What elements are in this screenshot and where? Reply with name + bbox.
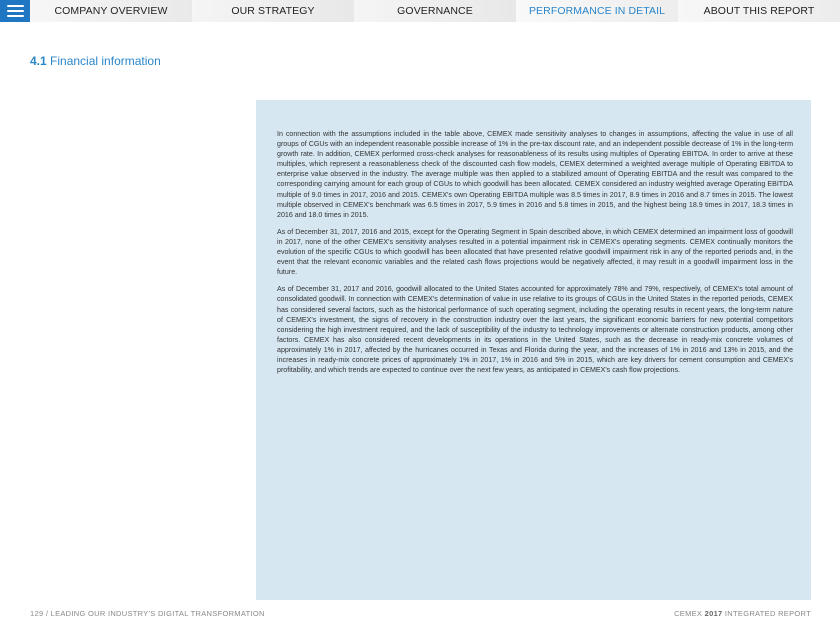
paragraph-united-states-goodwill: As of December 31, 2017 and 2016, goodwill allocated to the United States accounted for approximately 78% and 79%, respectively, of CEMEX's total amount of consolidated goodwill. In connection with CEMEX's determination of value in use relative to its groups of CGUs in the United States in the reported periods, CEMEX has considered several factors, such as the historical performance of such operating segment, including the operating results in recent years, the long-term nature of CEMEX's investment, the signs of recovery in the construction industry over the last years, the significant economic barriers for new potential competitors considering the high investment required, and the lack of susceptibility of the industry to technology improvements or alternate construction products, among other factors. CEMEX has also considered recent developments in its operations in the United States, such as the decrease in ready-mix concrete volumes of approximately 1% in 2017, affected by the hurricanes occurred in Texas and Florida during the year, and the increases of 1% in 2016 and 13% in 2015, and the increases in ready-mix concrete prices of approximately 1% in 2017, 1% in 2016 and 5% in 2015, which are key drivers for cement consumption and CEMEX's profitability, and which trends are expected to continue over the next few years, as anticipated in CEMEX's cash flow projections. (277, 285, 793, 375)
report-year: 2017 (704, 609, 723, 618)
paragraph-sensitivity-analysis: In connection with the assumptions included in the table above, CEMEX made sensitivity analyses to changes in assumptions, affecting the value in use of all groups of CGUs with an independent reasonable possible increase of 1% in the pre-tax discount rate, and an independent possible decrease of 1% in the long-term growth rate. In addition, CEMEX performed cross-check analyses for reasonableness of its results using multiples of Operating EBITDA. In order to arrive at these multiples, which represent a reasonableness check of the discounted cash flow models, CEMEX determined a weighted average multiple of Operating EBITDA to enterprise value observed in the industry. The average multiple was then applied to a stabilized amount of Operating EBITDA and the result was compared to the corresponding carrying amount for each group of CGUs to which goodwill has been allocated. CEMEX considered an industry weighted average Operating EBITDA multiple of 9.0 times in 2017, 2016 and 2015. CEMEX's own Operating EBITDA multiple was 8.5 times in 2017, 8.9 times in 2016 and 8.7 times in 2015. The lowest multiple observed in CEMEX's benchmark was 6.5 times in 2017, 5.9 times in 2016 and 5.8 times in 2015, and the highest being 18.9 times in 2017, 18.3 times in 2016 and 18.0 times in 2015. (277, 130, 793, 219)
tab-performance-in-detail[interactable]: PERFORMANCE IN DETAIL (516, 0, 678, 22)
section-heading (30, 54, 161, 68)
tab-governance[interactable]: GOVERNANCE (354, 0, 516, 22)
footer-separator: / (45, 609, 49, 618)
section-title: Financial information (50, 54, 161, 68)
hamburger-menu-icon[interactable] (0, 0, 30, 22)
top-navigation (0, 0, 840, 22)
content-panel (256, 100, 811, 600)
tab-our-strategy[interactable]: OUR STRATEGY (192, 0, 354, 22)
paragraph-impairment-risk: As of December 31, 2017, 2016 and 2015, except for the Operating Segment in Spain described above, in which CEMEX determined an impairment loss of goodwill in 2017, none of the other CEMEX's sensitivity analyses resulted in a potential impairment risk in CEMEX's operating segments. CEMEX continually monitors the evolution of the specific CGUs to which goodwill has been allocated that have presented relative goodwill impairment risk in any of the reported periods and, in the event that the relevant economic variables and the related cash flows projections would be negatively affected, it may result in a goodwill impairment loss in the future. (277, 227, 793, 277)
footer-right (674, 609, 811, 618)
page-number: 129 (30, 609, 44, 618)
tab-company-overview[interactable]: COMPANY OVERVIEW (30, 0, 192, 22)
footer-section-text: LEADING OUR INDUSTRY'S DIGITAL TRANSFORMATION (50, 609, 265, 618)
content-text (277, 129, 793, 382)
report-suffix: INTEGRATED REPORT (724, 609, 811, 618)
report-prefix: CEMEX (674, 609, 703, 618)
footer-left (30, 609, 265, 618)
tab-about-this-report[interactable]: ABOUT THIS REPORT (678, 0, 840, 22)
section-number: 4.1 (30, 54, 47, 68)
